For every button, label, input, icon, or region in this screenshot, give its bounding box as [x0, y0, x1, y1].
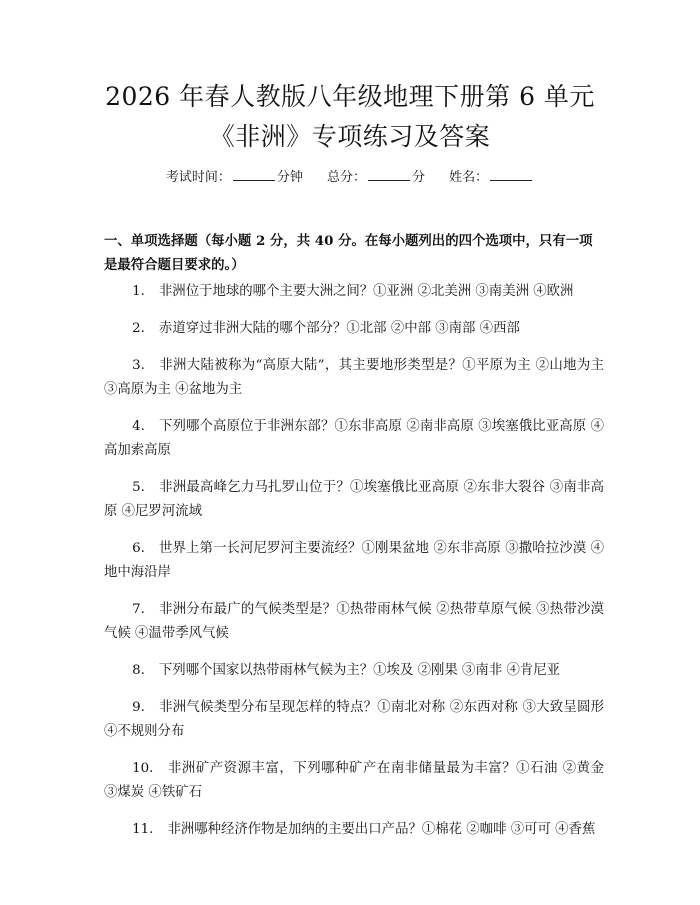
question-text: 非洲最高峰乞力马扎罗山位于？①埃塞俄比亚高原 ②东非大裂谷 ③南非高原 ④尼罗河流域 [104, 480, 604, 519]
question-text: 非洲大陆被称为“高原大陆”，其主要地形类型是？①平原为主 ②山地为主 ③高原为主 ④盆地为主 [104, 358, 604, 397]
question-text: 赤道穿过非洲大陆的哪个部分？①北部 ②中部 ③南部 ④西部 [158, 321, 520, 336]
question-item [104, 696, 604, 744]
question-item [104, 280, 604, 304]
total-score-blank [368, 168, 410, 181]
question-number: 2 . [132, 321, 145, 336]
question-text: 非洲哪种经济作物是加纳的主要出口产品？①棉花 ②咖啡 ③可可 ④香蕉 [167, 822, 596, 837]
exam-time-field [166, 168, 303, 187]
question-item [104, 537, 604, 585]
question-number: 9 . [132, 700, 145, 715]
question-item [104, 415, 604, 463]
question-text: 非洲矿产资源丰富，下列哪种矿产在南非储量最为丰富？①石油 ②黄金 ③煤炭 ④铁矿石 [104, 761, 604, 800]
exam-time-label: 考试时间： [165, 170, 231, 185]
question-number: 5 . [132, 480, 145, 495]
question-number: 11 . [132, 822, 153, 837]
question-number: 3 . [132, 358, 145, 373]
document-title-line2: 《非洲》专项练习及答案 [209, 122, 491, 151]
question-text: 非洲气候类型分布呈现怎样的特点？①南北对称 ②东西对称 ③大致呈圆形 ④不规则分布 [104, 700, 604, 739]
question-item [104, 598, 604, 646]
section-heading: 一、单项选择题（每小题 2 分，共 40 分。在每小题列出的四个选项中，只有一项是最符合题目要求的。） [104, 233, 593, 273]
total-score-field [327, 168, 425, 187]
exam-time-unit: 分钟 [276, 170, 303, 185]
question-number: 4 . [132, 419, 145, 434]
question-number: 7 . [132, 602, 145, 617]
question-text: 非洲位于地球的哪个主要大洲之间？①亚洲 ②北美洲 ③南美洲 ④欧洲 [158, 284, 574, 299]
question-text: 世界上第一长河尼罗河主要流经？①刚果盆地 ②东非高原 ③撒哈拉沙漠 ④地中海沿岸 [104, 541, 604, 580]
question-number: 8 . [132, 663, 145, 678]
total-score-unit: 分 [412, 170, 426, 185]
question-item [104, 757, 604, 805]
question-number: 6 . [132, 541, 145, 556]
question-number: 10 . [132, 761, 153, 776]
question-list [104, 280, 604, 855]
question-item [104, 354, 604, 402]
student-name-blank [490, 168, 532, 181]
exam-time-blank [233, 168, 275, 181]
document-title-line1: 2026 年春人教版八年级地理下册第 6 单元 [105, 82, 595, 111]
question-text: 下列哪个高原位于非洲东部？①东非高原 ②南非高原 ③埃塞俄比亚高原 ④高加索高原 [104, 419, 604, 458]
question-item [104, 818, 604, 842]
student-name-label: 姓名： [449, 170, 489, 185]
total-score-label: 总分： [326, 170, 366, 185]
question-text: 非洲分布最广的气候类型是？①热带雨林气候 ②热带草原气候 ③热带沙漠气候 ④温带季风气候 [104, 602, 604, 641]
question-item [104, 476, 604, 524]
question-item [104, 659, 604, 683]
student-name-field [449, 168, 534, 187]
question-number: 1 . [132, 284, 145, 299]
question-item [104, 317, 604, 341]
question-text: 下列哪个国家以热带雨林气候为主？①埃及 ②刚果 ③南非 ④肯尼亚 [158, 663, 561, 678]
exam-info-row [0, 168, 700, 187]
